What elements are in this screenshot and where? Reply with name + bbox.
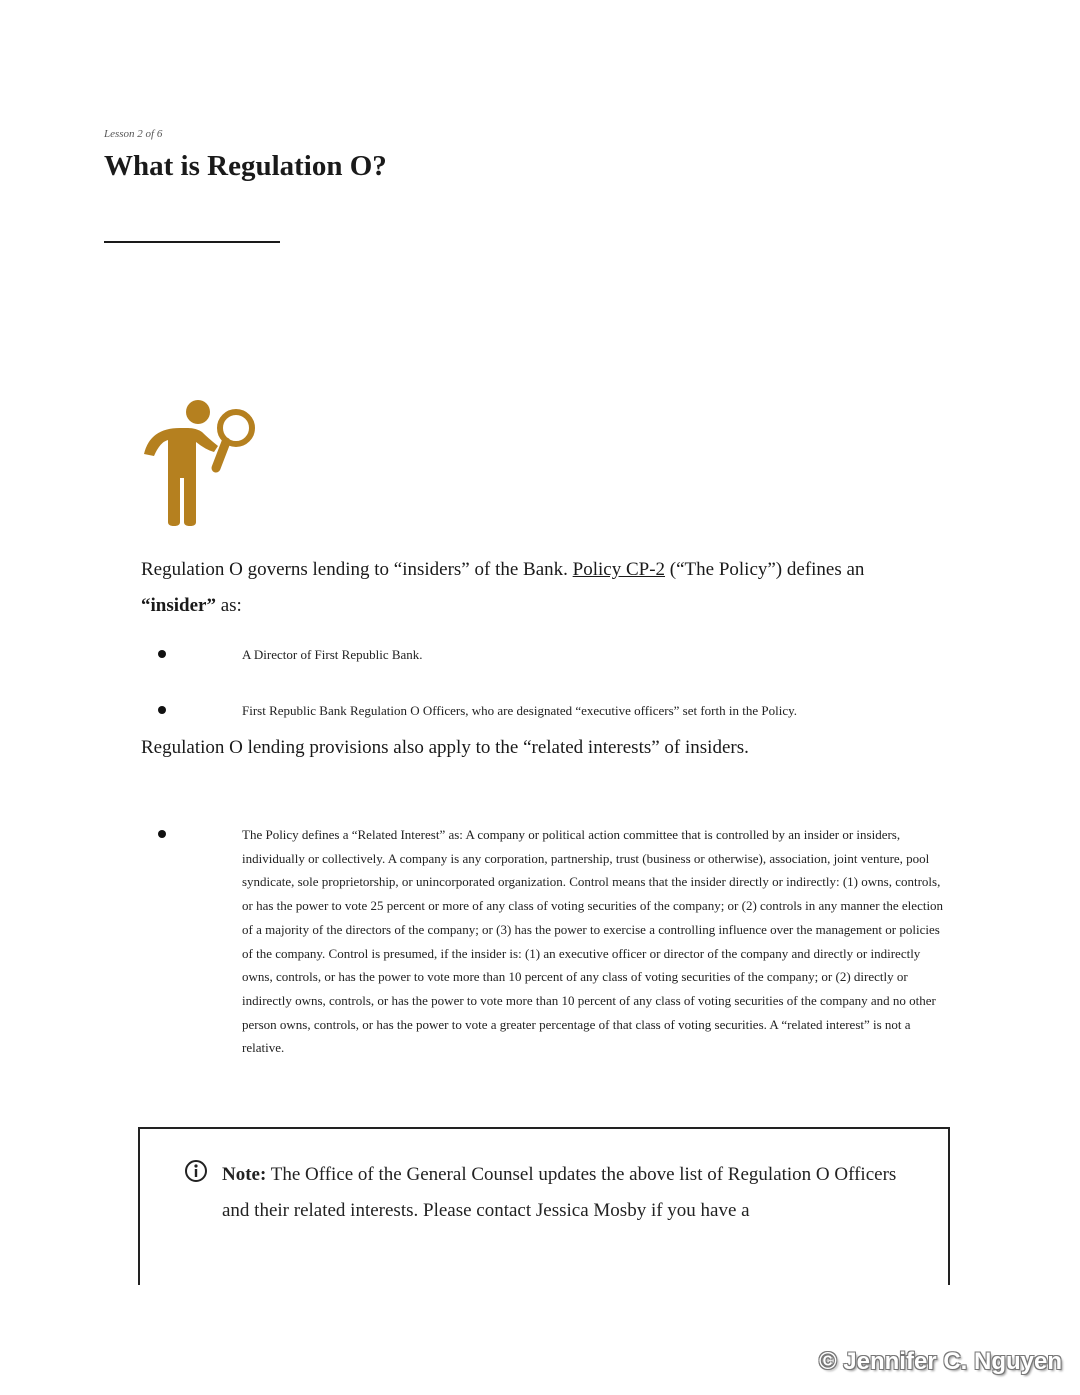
- related-interests-heading: Regulation O lending provisions also apply to the “related interests” of insiders.: [141, 737, 749, 758]
- intro-text-after: (“The Policy”) defines an: [665, 559, 865, 580]
- bullet-icon: [158, 706, 166, 714]
- list-item-director: A Director of First Republic Bank.: [242, 647, 423, 662]
- note-body: The Office of the General Counsel updates the above list of Regulation O Officers and their related interests. Please contact Jessica Mosby if you have a: [222, 1164, 897, 1221]
- list-item-officers: First Republic Bank Regulation O Officers, who are designated “executive officers” set forth in the Policy.: [242, 703, 797, 718]
- insider-term: “insider”: [141, 595, 216, 616]
- intro-text-end: as:: [215, 595, 242, 616]
- info-icon: [184, 1159, 208, 1183]
- note-label: Note:: [222, 1164, 267, 1185]
- bullet-icon: [158, 650, 166, 658]
- policy-cp2-link[interactable]: Policy CP-2: [572, 559, 666, 580]
- intro-text: Regulation O governs lending to “insiders” of the Bank.: [141, 559, 573, 580]
- title-divider: [104, 241, 280, 243]
- list-item-related-interest-definition: The Policy defines a “Related Interest” as: A company or political action committee that is controlled by an insider or insiders, individually or collectively. A company is any corporation, partnership, trust (business or otherwise), association, joint venture, pool syndicate, sole proprietorship, or unincorporated organization. Control means that the insider directly or indirectly: (1) owns, controls, or has the power to vote 25 percent or more of any class of voting securities of the company; or (2) controls in any manner the election of a majority of the directors of the company; or (3) has the power to exercise a controlling influence over the management or policies of the company. Control is presumed, if the insider is: (1) an executive officer or director of the company and directly or indirectly owns, controls, or has the power to vote more than 10 percent of any class of voting securities of the company; or (2) directly or indirectly owns, controls, or has the power to vote more than 10 percent of any class of voting securities of the company and no other person owns, controls, or has the power to vote a greater percentage of that class of voting securities. A “related interest” is not a relative.: [242, 827, 944, 1056]
- intro-paragraph: [141, 552, 941, 624]
- lesson-progress-label: Lesson 2 of 6: [104, 128, 163, 140]
- bullet-icon: [158, 830, 166, 838]
- person-magnifier-icon: [140, 398, 260, 526]
- copyright-watermark: © Jennifer C. Nguyen: [818, 1348, 1062, 1375]
- page-title: What is Regulation O?: [104, 150, 387, 182]
- note-text: [222, 1157, 922, 1229]
